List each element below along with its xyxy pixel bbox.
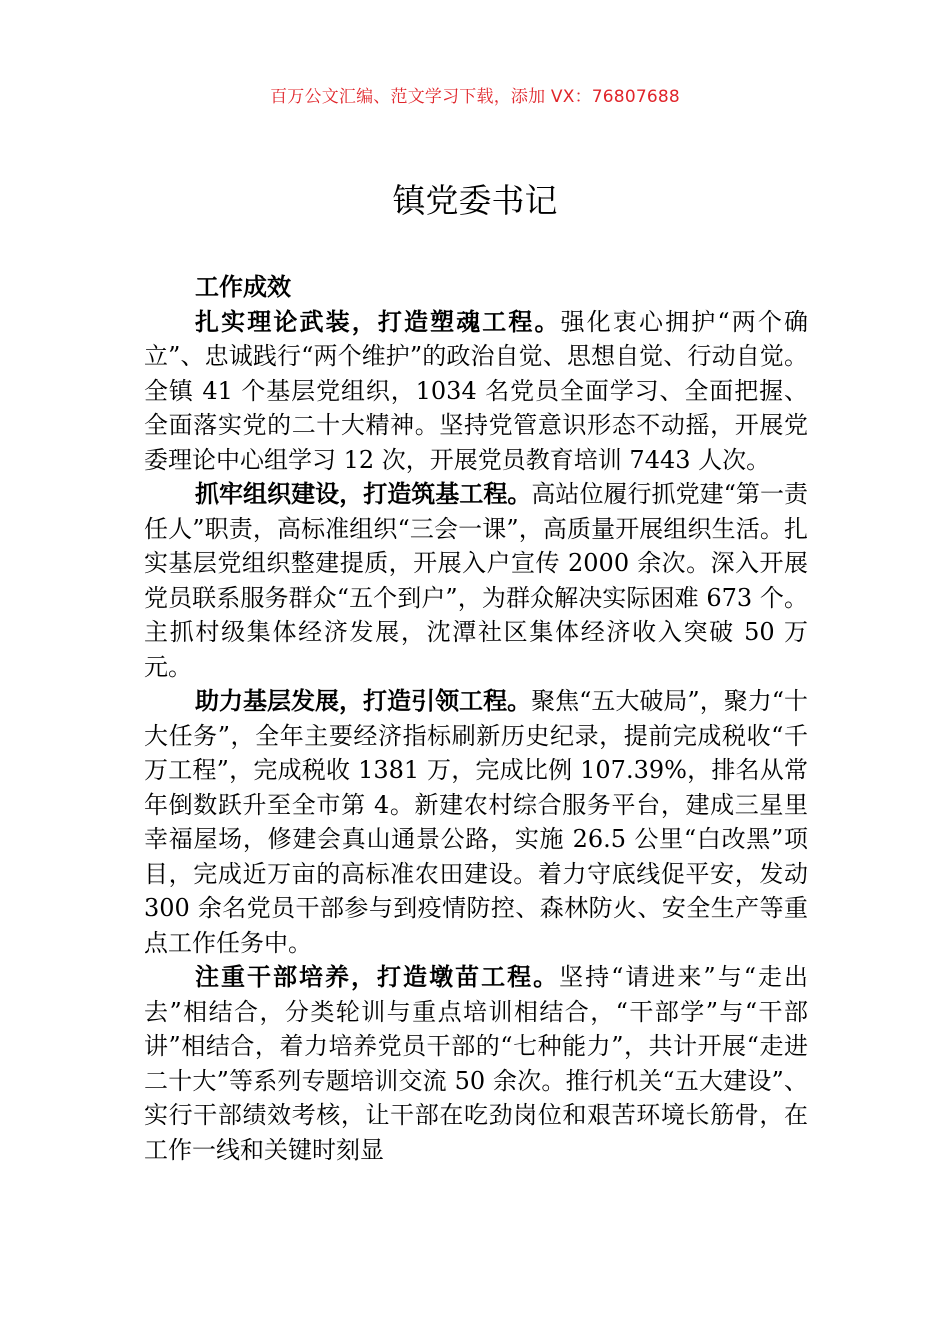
header-promo-note: 百万公文汇编、范文学习下载，添加 VX：76807688 <box>270 87 680 107</box>
section-heading: 工作成效 <box>195 273 291 301</box>
paragraph-lead: 抓牢组织建设，打造筑基工程。 <box>195 480 532 508</box>
page-title: 镇党委书记 <box>392 181 558 220</box>
paragraph-body: 坚持“请进来”与“走出去”相结合，分类轮训与重点培训相结合，“干部学”与“干部讲”相结合，着力培养党员干部的“七种能力”，共计开展“走进二十大”等系列专题培训交流 50 余次。推行机关“五大建设”、实行干部绩效考核，让干部在吃劲岗位和艰苦环境长筋骨，在工作一线和关键时刻显 <box>144 963 808 1164</box>
paragraph-grassroots-development <box>144 684 808 960</box>
paragraph-lead: 注重干部培养，打造墩苗工程。 <box>195 963 560 991</box>
paragraph-lead: 助力基层发展，打造引领工程。 <box>195 687 532 715</box>
paragraph-organization-building <box>144 477 808 684</box>
paragraph-lead: 扎实理论武装，打造塑魂工程。 <box>195 307 561 336</box>
paragraph-body: 高站位履行抓党建“第一责任人”职责，高标准组织“三会一课”，高质量开展组织生活。扎实基层党组织整建提质，开展入户宣传 2000 余次。深入开展党员联系服务群众“五个到户”，为群众解决实际困难 673 个。主抓村级集体经济发展，沈潭社区集体经济收入突破 50 万元。 <box>144 480 808 681</box>
document-body <box>144 270 808 1167</box>
paragraph-cadre-training <box>144 960 808 1167</box>
paragraph-body: 聚焦“五大破局”，聚力“十大任务”，全年主要经济指标刷新历史纪录，提前完成税收“千万工程”，完成税收 1381 万，完成比例 107.39%，排名从常年倒数跃升至全市第 4。新建农村综合服务平台，建成三星里幸福屋场，修建会真山通景公路，实施 26.5 公里“白改黑”项目，完成近万亩的高标准农田建设。着力守底线促平安，发动 300 余名党员干部参与到疫情防控、森林防火、安全生产等重点工作任务中。 <box>144 687 809 957</box>
paragraph-theory-arming <box>144 305 808 478</box>
paragraph-body: 强化衷心拥护“两个确立”、忠诚践行“两个维护”的政治自觉、思想自觉、行动自觉。全镇 41 个基层党组织，1034 名党员全面学习、全面把握、全面落实党的二十大精神。坚持党管意识形态不动摇，开展党委理论中心组学习 12 次，开展党员教育培训 7443 人次。 <box>144 307 808 474</box>
